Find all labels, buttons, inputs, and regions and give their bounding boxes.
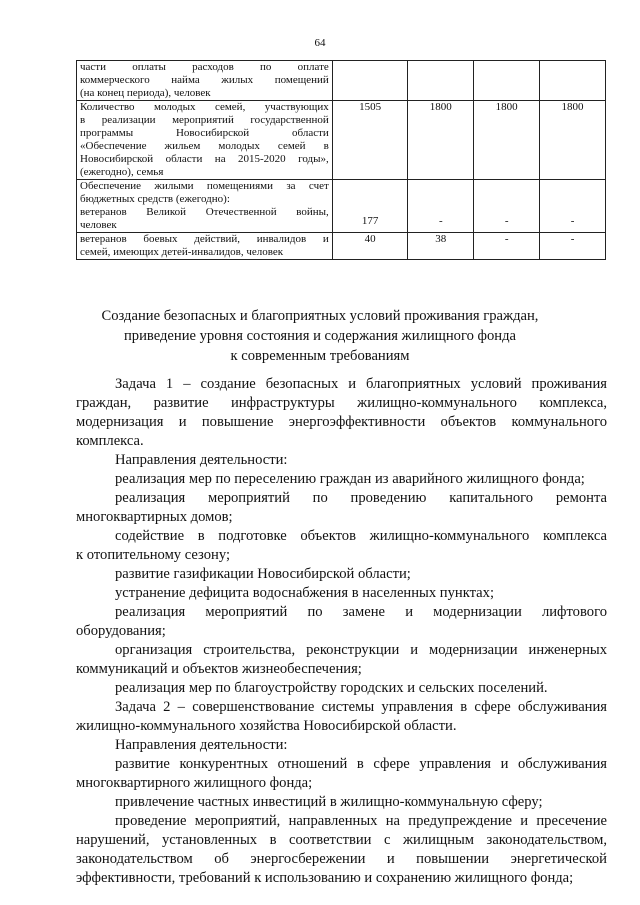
desc-line: ветеранов Великой Отечественной войны, <box>80 206 329 218</box>
table-cell: - <box>540 180 606 233</box>
desc-line: ветеранов боевых действий, инвалидов и <box>80 233 329 245</box>
row-description <box>77 180 333 233</box>
section-title-line: к современным требованиям <box>230 348 410 364</box>
body-line: многоквартирных домов; <box>76 509 233 525</box>
table-cell: - <box>474 233 540 260</box>
table-cell: 1800 <box>474 101 540 180</box>
table-cell <box>408 61 474 101</box>
table-row <box>77 61 606 101</box>
desc-line: части оплаты расходов по оплате <box>80 61 329 73</box>
body-line: реализация мер по благоустройству городских и сельских поселений. <box>115 680 548 696</box>
table-cell: 40 <box>332 233 408 260</box>
desc-line: в реализации мероприятий государственной <box>80 114 329 126</box>
body-line: к отопительному сезону; <box>76 547 231 563</box>
desc-line: бюджетных средств (ежегодно): <box>80 193 230 205</box>
body-line: нарушений, установленных в соответствии с жилищным законодательством, <box>76 832 607 848</box>
section-title-line: приведение уровня состояния и содержания жилищного фонда <box>123 328 517 344</box>
body-line: Направления деятельности: <box>115 737 288 753</box>
table-row <box>77 101 606 180</box>
body-line: коммуникаций и объектов жизнеобеспечения; <box>76 661 362 677</box>
body-line: модернизация и повышение энергоэффективности объектов коммунального <box>76 414 607 430</box>
body-line: жилищно-коммунального хозяйства Новосибирской области. <box>76 718 457 734</box>
row-description <box>77 61 333 101</box>
table-row <box>77 180 606 233</box>
body-line: привлечение частных инвестиций в жилищно-коммунальную сферу; <box>115 794 543 810</box>
desc-line: семей, имеющих детей-инвалидов, человек <box>80 246 284 258</box>
desc-line: «Обеспечение жильем молодых семей в <box>80 140 329 152</box>
body-line: проведение мероприятий, направленных на предупреждение и пресечение <box>115 813 607 829</box>
body-line: эффективности, требований к использованию и сохранению жилищного фонда; <box>76 870 574 886</box>
desc-line: Новосибирской области на 2015-2020 годы», <box>80 153 329 165</box>
desc-line: Количество молодых семей, участвующих <box>80 101 329 113</box>
table-cell: 1800 <box>540 101 606 180</box>
desc-line: коммерческого найма жилых помещений <box>80 74 329 86</box>
desc-line: программы Новосибирской области <box>80 127 329 139</box>
section-title-line: Создание безопасных и благоприятных условий проживания граждан, <box>101 308 539 324</box>
table-cell: - <box>408 180 474 233</box>
table-cell: 38 <box>408 233 474 260</box>
body-line: реализация мер по переселению граждан из аварийного жилищного фонда; <box>115 471 585 487</box>
body-line: Направления деятельности: <box>115 452 288 468</box>
table-cell: - <box>540 233 606 260</box>
table-cell: 1800 <box>408 101 474 180</box>
table-cell <box>474 61 540 101</box>
table-cell <box>332 61 408 101</box>
body-line: реализация мероприятий по проведению капитального ремонта <box>115 490 607 506</box>
table-cell: 177 <box>332 180 408 233</box>
body-line: реализация мероприятий по замене и модернизации лифтового <box>115 604 607 620</box>
body-line: многоквартирного жилищного фонда; <box>76 775 313 791</box>
desc-line: (на конец периода), человек <box>80 87 211 99</box>
table-cell: 1505 <box>332 101 408 180</box>
body-line: организация строительства, реконструкции и модернизации инженерных <box>115 642 607 658</box>
table-row <box>77 233 606 260</box>
table-cell: - <box>474 180 540 233</box>
desc-line: (ежегодно), семья <box>80 166 164 178</box>
body-line: оборудования; <box>76 623 166 639</box>
row-description <box>77 101 333 180</box>
body-line: Задача 2 – совершенствование системы управления в сфере обслуживания <box>115 699 607 715</box>
indicators-table <box>76 60 606 260</box>
page-number: 64 <box>314 37 326 49</box>
row-description <box>77 233 333 260</box>
body-line: Задача 1 – создание безопасных и благоприятных условий проживания <box>115 376 607 392</box>
desc-line: человек <box>80 219 117 231</box>
body-line: развитие газификации Новосибирской области; <box>115 566 411 582</box>
body-line: устранение дефицита водоснабжения в населенных пунктах; <box>115 585 495 601</box>
table-cell <box>540 61 606 101</box>
body-line: комплекса. <box>76 433 144 449</box>
body-line: законодательством об энергосбережении и повышении энергетической <box>76 851 607 867</box>
body-line: содействие в подготовке объектов жилищно-коммунального комплекса <box>115 528 607 544</box>
body-line: развитие конкурентных отношений в сфере управления и обслуживания <box>115 756 607 772</box>
desc-line: Обеспечение жилыми помещениями за счет <box>80 180 329 192</box>
body-line: граждан, развитие инфраструктуры жилищно-коммунального комплекса, <box>76 395 607 411</box>
